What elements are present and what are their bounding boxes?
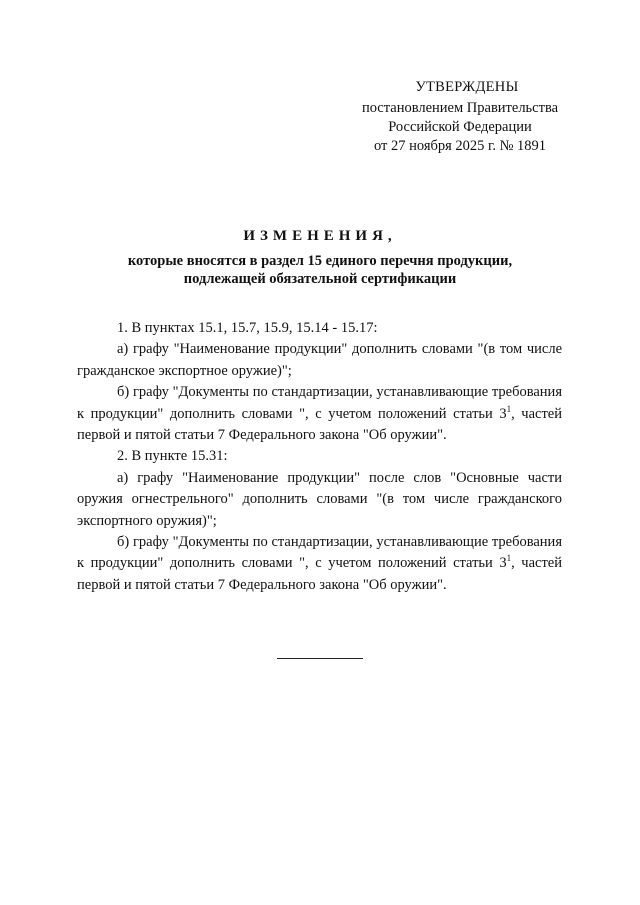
document-heading xyxy=(60,226,580,288)
document-subtitle-line-2: подлежащей обязательной сертификации xyxy=(183,271,457,287)
item-2-b-text: б) графу "Документы по стандартизации, устанавливающие требования к продукции" дополнить словами ", с учетом положений статьи 3 xyxy=(77,534,562,572)
document-subtitle-line-1: которые вносятся в раздел 15 единого перечня продукции, xyxy=(127,253,513,269)
item-1-b-superscript: 1 xyxy=(506,403,512,414)
item-1-b-text-end: , частей первой и пятой статьи 7 Федерального закона "Об оружии". xyxy=(77,405,562,444)
approval-title: УТВЕРЖДЕНЫ xyxy=(415,79,519,95)
item-2-b-text-end: , частей первой и пятой статьи 7 Федерального закона "Об оружии". xyxy=(77,555,562,593)
item-1-b-text: б) графу "Документы по стандартизации, устанавливающие требования к продукции" дополнить словами ", с учетом положений статьи 3 xyxy=(77,384,562,422)
approval-line-1: постановлением Правительства xyxy=(361,100,559,116)
approval-block xyxy=(340,78,580,156)
item-2-a: а) графу "Наименование продукции" после слов "Основные части оружия огнестрельного" дополнить словами "(в том числе гражданского экспортного оружия)"; xyxy=(77,469,562,529)
document-title: ИЗМЕНЕНИЯ, xyxy=(243,228,397,244)
item-1-a: а) графу "Наименование продукции" дополнить словами "(в том числе гражданское экспортное оружие)"; xyxy=(77,341,562,379)
item-2-b-superscript: 1 xyxy=(506,553,512,564)
item-1: 1. В пунктах 15.1, 15.7, 15.9, 15.14 - 15.17: xyxy=(117,320,378,336)
approval-line-3: от 27 ноября 2025 г. № 1891 xyxy=(373,138,547,154)
approval-line-2: Российской Федерации xyxy=(388,119,532,135)
item-2: 2. В пункте 15.31: xyxy=(117,448,228,465)
document-body xyxy=(77,318,562,596)
item-1-b xyxy=(77,382,562,446)
end-divider xyxy=(277,658,363,659)
item-2-b xyxy=(77,532,562,596)
